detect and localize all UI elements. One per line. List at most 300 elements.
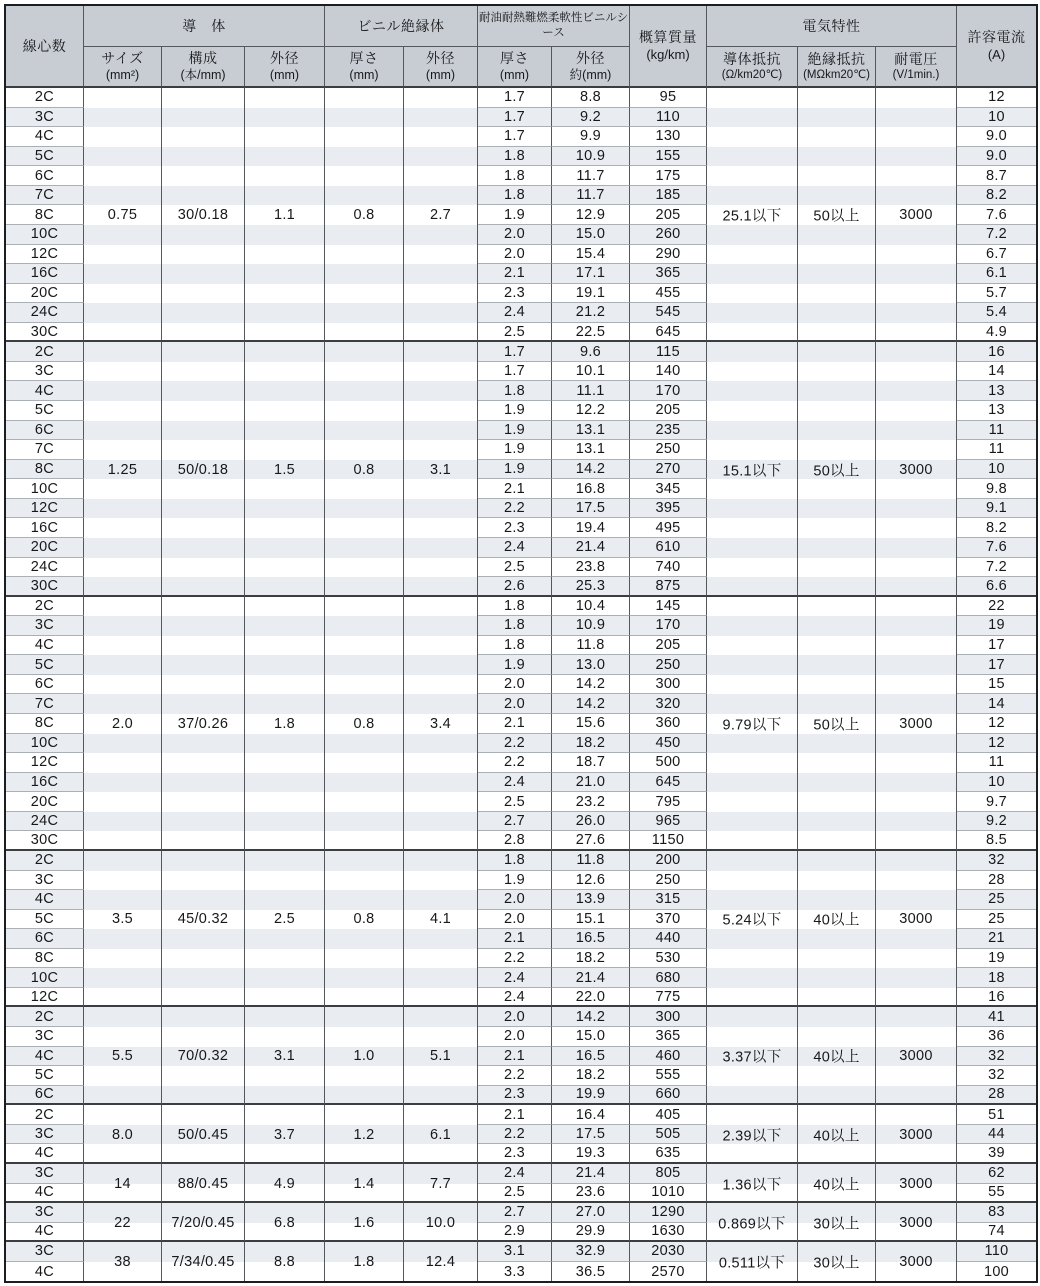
withstand-voltage-cell-value: 3000 — [899, 1175, 933, 1192]
current-cell: 36 — [957, 1027, 1036, 1047]
insulation-thickness-cell — [325, 1203, 404, 1242]
mass-cell: 365 — [630, 1027, 707, 1047]
insulation-thickness-cell — [325, 88, 404, 342]
current-cell: 12 — [957, 88, 1036, 108]
header-size-unit: (mm²) — [105, 68, 140, 83]
current-cell: 16 — [957, 988, 1036, 1008]
header-insulation-od — [404, 47, 478, 88]
current-cell: 41 — [957, 1007, 1036, 1027]
insulation-od-cell — [404, 1007, 478, 1105]
current-cell: 28 — [957, 1086, 1036, 1106]
current-cell: 7.6 — [957, 538, 1036, 558]
conductor-resistance-cell — [707, 1007, 798, 1105]
core-count-cell: 3C — [6, 1242, 84, 1262]
conductor-od-cell-value: 1.1 — [273, 207, 296, 224]
sheath-thickness-cell: 1.9 — [478, 440, 552, 460]
insulation-od-cell-value: 6.1 — [429, 1126, 452, 1143]
core-count-cell: 4C — [6, 1047, 84, 1067]
sheath-od-cell: 12.6 — [552, 871, 630, 891]
sheath-od-cell: 23.2 — [552, 792, 630, 812]
current-cell: 19 — [957, 616, 1036, 636]
insulation-od-cell — [404, 1242, 478, 1281]
mass-cell: 740 — [630, 558, 707, 578]
conductor-resistance-cell-value: 2.39以下 — [722, 1128, 782, 1145]
conductor-resistance-cell — [707, 88, 798, 342]
mass-cell: 95 — [630, 88, 707, 108]
mass-cell: 2030 — [630, 1242, 707, 1262]
mass-cell: 200 — [630, 851, 707, 871]
sheath-od-cell: 32.9 — [552, 1242, 630, 1262]
core-count-cell: 16C — [6, 518, 84, 538]
mass-cell: 405 — [630, 1105, 707, 1125]
mass-cell: 370 — [630, 910, 707, 930]
mass-cell: 610 — [630, 538, 707, 558]
core-count-cell: 30C — [6, 323, 84, 343]
withstand-voltage-cell — [876, 597, 957, 851]
mass-cell: 395 — [630, 499, 707, 519]
sheath-od-cell: 10.4 — [552, 597, 630, 617]
sheath-thickness-cell: 2.7 — [478, 1203, 552, 1223]
core-count-cell: 5C — [6, 910, 84, 930]
withstand-voltage-cell — [876, 851, 957, 1008]
conductor-od-cell — [245, 851, 325, 1008]
sheath-thickness-cell: 2.0 — [478, 1027, 552, 1047]
mass-cell: 635 — [630, 1144, 707, 1164]
current-cell: 9.8 — [957, 479, 1036, 499]
size-cell-value: 38 — [114, 1253, 131, 1270]
sheath-od-cell: 14.2 — [552, 460, 630, 480]
sheath-od-cell: 15.1 — [552, 910, 630, 930]
core-count-cell: 3C — [6, 362, 84, 382]
sheath-od-cell: 11.7 — [552, 166, 630, 186]
conductor-resistance-cell-value: 5.24以下 — [722, 912, 782, 929]
insulation-thickness-cell — [325, 1105, 404, 1164]
insulation-resistance-cell — [798, 88, 876, 342]
current-cell: 9.2 — [957, 812, 1036, 832]
sheath-od-cell: 27.0 — [552, 1203, 630, 1223]
withstand-voltage-cell-value: 3000 — [899, 1214, 933, 1231]
insulation-thickness-cell — [325, 342, 404, 596]
header-group-sheath — [478, 6, 630, 47]
size-cell-value: 1.25 — [107, 461, 138, 478]
core-count-cell: 8C — [6, 205, 84, 225]
current-cell: 39 — [957, 1144, 1036, 1164]
mass-cell: 250 — [630, 655, 707, 675]
mass-cell: 505 — [630, 1125, 707, 1145]
mass-cell: 250 — [630, 871, 707, 891]
conductor-od-cell — [245, 88, 325, 342]
mass-cell: 1010 — [630, 1184, 707, 1204]
sheath-thickness-cell: 2.4 — [478, 303, 552, 323]
composition-cell — [162, 342, 245, 596]
insulation-thickness-cell-value: 1.4 — [353, 1175, 375, 1192]
core-count-cell: 4C — [6, 1184, 84, 1204]
insulation-od-cell-value: 2.7 — [429, 207, 452, 224]
current-cell: 11 — [957, 440, 1036, 460]
cable-spec-table — [4, 4, 1038, 1283]
conductor-resistance-cell-value: 0.869以下 — [718, 1216, 786, 1233]
header-mass-label: 概算質量 — [639, 29, 697, 46]
composition-cell-value: 70/0.32 — [177, 1048, 229, 1065]
sheath-thickness-cell: 1.8 — [478, 381, 552, 401]
header-current-unit: (A) — [987, 46, 1006, 62]
size-cell-value: 0.75 — [107, 207, 138, 224]
insulation-thickness-cell — [325, 1007, 404, 1105]
header-conductor-resistance-unit: (Ω/km20℃) — [721, 69, 783, 82]
withstand-voltage-cell — [876, 1203, 957, 1242]
header-group-insulation — [325, 6, 478, 47]
core-count-cell: 8C — [6, 714, 84, 734]
header-insulation-thickness-label: 厚さ — [349, 50, 379, 67]
header-size-label: サイズ — [101, 50, 144, 67]
core-count-cell: 30C — [6, 831, 84, 851]
sheath-od-cell: 18.7 — [552, 753, 630, 773]
mass-cell: 545 — [630, 303, 707, 323]
sheath-od-cell: 10.9 — [552, 147, 630, 167]
insulation-thickness-cell-value: 0.8 — [353, 715, 375, 732]
sheath-od-cell: 11.1 — [552, 381, 630, 401]
size-cell — [84, 88, 162, 342]
size-cell — [84, 851, 162, 1008]
sheath-thickness-cell: 2.4 — [478, 1164, 552, 1184]
current-cell: 15 — [957, 675, 1036, 695]
conductor-resistance-cell — [707, 851, 798, 1008]
current-cell: 25 — [957, 890, 1036, 910]
core-count-cell: 10C — [6, 968, 84, 988]
insulation-thickness-cell — [325, 1242, 404, 1281]
sheath-thickness-cell: 2.3 — [478, 1144, 552, 1164]
header-withstand-voltage-unit: (V/1min.) — [892, 69, 940, 82]
withstand-voltage-cell-value: 3000 — [899, 1048, 933, 1065]
sheath-thickness-cell: 1.7 — [478, 127, 552, 147]
header-insulation-thickness-unit: (mm) — [349, 68, 379, 83]
current-cell: 14 — [957, 694, 1036, 714]
withstand-voltage-cell-value: 3000 — [899, 1253, 933, 1270]
withstand-voltage-cell — [876, 1164, 957, 1203]
sheath-thickness-cell: 1.8 — [478, 616, 552, 636]
sheath-od-cell: 14.2 — [552, 694, 630, 714]
withstand-voltage-cell — [876, 1242, 957, 1281]
current-cell: 32 — [957, 1047, 1036, 1067]
sheath-od-cell: 14.2 — [552, 1007, 630, 1027]
sheath-thickness-cell: 1.7 — [478, 108, 552, 128]
conductor-resistance-cell-value: 15.1以下 — [722, 463, 782, 480]
mass-cell: 875 — [630, 577, 707, 597]
mass-cell: 205 — [630, 205, 707, 225]
core-count-cell: 3C — [6, 871, 84, 891]
header-conductor-od — [245, 47, 325, 88]
current-cell: 11 — [957, 421, 1036, 441]
size-cell — [84, 597, 162, 851]
mass-cell: 2570 — [630, 1262, 707, 1282]
current-cell: 11 — [957, 753, 1036, 773]
sheath-thickness-cell: 2.2 — [478, 753, 552, 773]
sheath-od-cell: 11.8 — [552, 636, 630, 656]
mass-cell: 1290 — [630, 1203, 707, 1223]
withstand-voltage-cell-value: 3000 — [899, 715, 933, 732]
conductor-od-cell — [245, 597, 325, 851]
conductor-resistance-cell-value: 25.1以下 — [722, 208, 782, 225]
insulation-od-cell — [404, 88, 478, 342]
current-cell: 62 — [957, 1164, 1036, 1184]
sheath-thickness-cell: 2.2 — [478, 949, 552, 969]
core-count-cell: 2C — [6, 1105, 84, 1125]
header-group-sheath-label: 耐油耐熱難燃柔軟性ビニルシース — [478, 12, 629, 39]
sheath-od-cell: 19.9 — [552, 1086, 630, 1106]
header-conductor-resistance — [707, 47, 798, 88]
current-cell: 10 — [957, 108, 1036, 128]
current-cell: 25 — [957, 910, 1036, 930]
sheath-thickness-cell: 2.3 — [478, 284, 552, 304]
mass-cell: 645 — [630, 773, 707, 793]
sheath-thickness-cell: 1.8 — [478, 636, 552, 656]
conductor-od-cell-value: 2.5 — [273, 911, 296, 928]
size-cell — [84, 1242, 162, 1281]
core-count-cell: 10C — [6, 734, 84, 754]
core-count-cell: 5C — [6, 655, 84, 675]
header-current — [957, 6, 1036, 88]
header-withstand-voltage — [876, 47, 957, 88]
conductor-resistance-cell — [707, 1203, 798, 1242]
sheath-od-cell: 15.4 — [552, 245, 630, 265]
insulation-od-cell — [404, 342, 478, 596]
mass-cell: 290 — [630, 245, 707, 265]
core-count-cell: 3C — [6, 616, 84, 636]
core-count-cell: 2C — [6, 342, 84, 362]
sheath-thickness-cell: 2.0 — [478, 694, 552, 714]
withstand-voltage-cell — [876, 1105, 957, 1164]
composition-cell — [162, 597, 245, 851]
size-cell — [84, 342, 162, 596]
composition-cell-value: 45/0.32 — [177, 911, 229, 928]
composition-cell — [162, 1105, 245, 1164]
header-sheath-od — [552, 47, 630, 88]
sheath-od-cell: 18.2 — [552, 949, 630, 969]
sheath-thickness-cell: 2.3 — [478, 1086, 552, 1106]
insulation-od-cell-value: 5.1 — [429, 1048, 452, 1065]
insulation-thickness-cell-value: 1.2 — [353, 1126, 375, 1143]
conductor-od-cell — [245, 342, 325, 596]
core-count-cell: 5C — [6, 401, 84, 421]
mass-cell: 500 — [630, 753, 707, 773]
conductor-resistance-cell-value: 1.36以下 — [722, 1177, 782, 1193]
sheath-od-cell: 21.4 — [552, 538, 630, 558]
sheath-thickness-cell: 2.1 — [478, 1047, 552, 1067]
sheath-od-cell: 19.4 — [552, 518, 630, 538]
sheath-thickness-cell: 2.8 — [478, 831, 552, 851]
sheath-od-cell: 12.2 — [552, 401, 630, 421]
sheath-od-cell: 18.2 — [552, 1066, 630, 1086]
header-insulation-resistance-label: 絶縁抵抗 — [807, 50, 866, 67]
mass-cell: 175 — [630, 166, 707, 186]
core-count-cell: 3C — [6, 108, 84, 128]
sheath-od-cell: 9.6 — [552, 342, 630, 362]
sheath-thickness-cell: 3.3 — [478, 1262, 552, 1282]
sheath-thickness-cell: 2.1 — [478, 264, 552, 284]
sheath-thickness-cell: 1.9 — [478, 421, 552, 441]
composition-cell — [162, 851, 245, 1008]
current-cell: 100 — [983, 1263, 1010, 1280]
size-cell-value: 8.0 — [111, 1126, 134, 1143]
current-cell: 22 — [957, 597, 1036, 617]
size-cell — [84, 1105, 162, 1164]
sheath-od-cell: 13.1 — [552, 440, 630, 460]
header-insulation-thickness — [325, 47, 404, 88]
current-cell: 19 — [957, 949, 1036, 969]
header-group-conductor — [84, 6, 325, 47]
conductor-od-cell — [245, 1203, 325, 1242]
mass-cell: 260 — [630, 225, 707, 245]
current-cell: 8.2 — [957, 186, 1036, 206]
core-count-cell: 3C — [6, 1164, 84, 1184]
conductor-resistance-cell — [707, 597, 798, 851]
current-cell: 9.7 — [957, 792, 1036, 812]
current-cell: 32 — [957, 1066, 1036, 1086]
current-cell: 10 — [957, 460, 1036, 480]
size-cell — [84, 1007, 162, 1105]
mass-cell: 530 — [630, 949, 707, 969]
sheath-od-cell: 9.9 — [552, 127, 630, 147]
header-sheath-od-unit: 約(mm) — [569, 68, 612, 83]
sheath-od-cell: 12.9 — [552, 205, 630, 225]
core-count-cell: 7C — [6, 440, 84, 460]
core-count-cell: 3C — [6, 1125, 84, 1145]
sheath-od-cell: 36.5 — [552, 1262, 630, 1282]
sheath-thickness-cell: 1.9 — [478, 401, 552, 421]
header-current-label: 許容電流 — [967, 29, 1026, 46]
current-cell: 110 — [957, 1242, 1036, 1262]
mass-cell: 440 — [630, 929, 707, 949]
sheath-thickness-cell: 2.7 — [478, 812, 552, 832]
sheath-od-cell: 17.1 — [552, 264, 630, 284]
core-count-cell: 7C — [6, 186, 84, 206]
header-conductor-od-label: 外径 — [270, 50, 299, 67]
current-cell: 7.2 — [957, 558, 1036, 578]
sheath-thickness-cell: 1.8 — [478, 597, 552, 617]
conductor-resistance-cell — [707, 342, 798, 596]
header-mass — [630, 6, 707, 88]
header-composition-label: 構成 — [188, 50, 218, 67]
core-count-cell: 7C — [6, 694, 84, 714]
mass-cell: 450 — [630, 734, 707, 754]
sheath-od-cell: 9.2 — [552, 108, 630, 128]
sheath-thickness-cell: 2.3 — [478, 518, 552, 538]
sheath-thickness-cell: 2.1 — [478, 714, 552, 734]
core-count-cell: 10C — [6, 225, 84, 245]
conductor-od-cell-value: 6.8 — [273, 1214, 296, 1231]
header-size — [84, 47, 162, 88]
size-cell-value: 5.5 — [111, 1048, 134, 1065]
conductor-od-cell-value: 3.7 — [273, 1126, 296, 1143]
withstand-voltage-cell-value: 3000 — [899, 461, 933, 478]
composition-cell — [162, 1203, 245, 1242]
core-count-cell: 6C — [6, 675, 84, 695]
sheath-od-cell: 21.2 — [552, 303, 630, 323]
composition-cell — [162, 1164, 245, 1203]
core-count-cell: 6C — [6, 166, 84, 186]
insulation-thickness-cell — [325, 1164, 404, 1203]
size-cell — [84, 1164, 162, 1203]
sheath-od-cell: 17.5 — [552, 1125, 630, 1145]
insulation-thickness-cell-value: 0.8 — [353, 461, 375, 478]
header-conductor-resistance-label: 導体抵抗 — [723, 50, 781, 67]
mass-cell: 140 — [630, 362, 707, 382]
sheath-od-cell: 10.1 — [552, 362, 630, 382]
current-cell: 55 — [957, 1184, 1036, 1204]
sheath-od-cell: 26.0 — [552, 812, 630, 832]
core-count-cell: 8C — [6, 949, 84, 969]
mass-cell: 455 — [630, 284, 707, 304]
sheath-thickness-cell: 1.9 — [478, 460, 552, 480]
conductor-od-cell-value: 1.5 — [273, 461, 296, 478]
sheath-thickness-cell: 1.9 — [478, 205, 552, 225]
core-count-cell: 4C — [6, 381, 84, 401]
insulation-thickness-cell-value: 0.8 — [353, 207, 375, 224]
mass-cell: 250 — [630, 440, 707, 460]
insulation-od-cell-value: 12.4 — [425, 1253, 456, 1270]
core-count-cell: 6C — [6, 1086, 84, 1106]
header-sheath-thickness-unit: (mm) — [499, 68, 530, 83]
conductor-resistance-cell-value: 9.79以下 — [722, 717, 782, 734]
sheath-od-cell: 18.2 — [552, 734, 630, 754]
current-cell: 44 — [957, 1125, 1036, 1145]
mass-cell: 170 — [630, 381, 707, 401]
sheath-thickness-cell: 2.2 — [478, 734, 552, 754]
mass-cell: 345 — [630, 479, 707, 499]
mass-cell: 360 — [630, 714, 707, 734]
header-insulation-od-unit: (mm) — [425, 68, 456, 83]
size-cell-value: 14 — [114, 1175, 131, 1192]
current-cell: 74 — [957, 1223, 1036, 1243]
header-conductor-od-unit: (mm) — [269, 68, 300, 83]
current-cell: 9.1 — [957, 499, 1036, 519]
insulation-resistance-cell — [798, 597, 876, 851]
insulation-resistance-cell — [798, 1164, 876, 1203]
core-count-cell: 30C — [6, 577, 84, 597]
insulation-resistance-cell-value: 40以上 — [813, 1177, 860, 1193]
mass-cell: 315 — [630, 890, 707, 910]
sheath-thickness-cell: 1.9 — [478, 871, 552, 891]
size-cell-value: 3.5 — [111, 911, 134, 928]
core-count-cell: 2C — [6, 1007, 84, 1027]
sheath-od-cell: 8.8 — [552, 88, 630, 108]
header-withstand-voltage-label: 耐電圧 — [894, 50, 938, 67]
mass-cell: 130 — [630, 127, 707, 147]
size-cell-value: 22 — [114, 1214, 131, 1231]
mass-cell: 145 — [630, 597, 707, 617]
sheath-thickness-cell: 2.5 — [478, 323, 552, 343]
withstand-voltage-cell — [876, 1007, 957, 1105]
mass-cell: 645 — [630, 323, 707, 343]
current-cell: 13 — [957, 401, 1036, 421]
conductor-od-cell-value: 8.8 — [273, 1253, 296, 1270]
core-count-cell: 4C — [6, 890, 84, 910]
insulation-resistance-cell-value: 50以上 — [813, 208, 860, 225]
insulation-resistance-cell — [798, 1242, 876, 1281]
core-count-cell: 2C — [6, 597, 84, 617]
withstand-voltage-cell — [876, 88, 957, 342]
sheath-od-cell: 13.9 — [552, 890, 630, 910]
mass-cell: 680 — [630, 968, 707, 988]
current-cell: 7.2 — [957, 225, 1036, 245]
core-count-cell: 20C — [6, 284, 84, 304]
mass-cell: 555 — [630, 1066, 707, 1086]
current-cell: 18 — [957, 968, 1036, 988]
composition-cell-value: 37/0.26 — [177, 715, 229, 732]
insulation-resistance-cell-value: 40以上 — [813, 1128, 860, 1145]
core-count-cell: 4C — [6, 1223, 84, 1243]
current-cell: 5.7 — [957, 284, 1036, 304]
